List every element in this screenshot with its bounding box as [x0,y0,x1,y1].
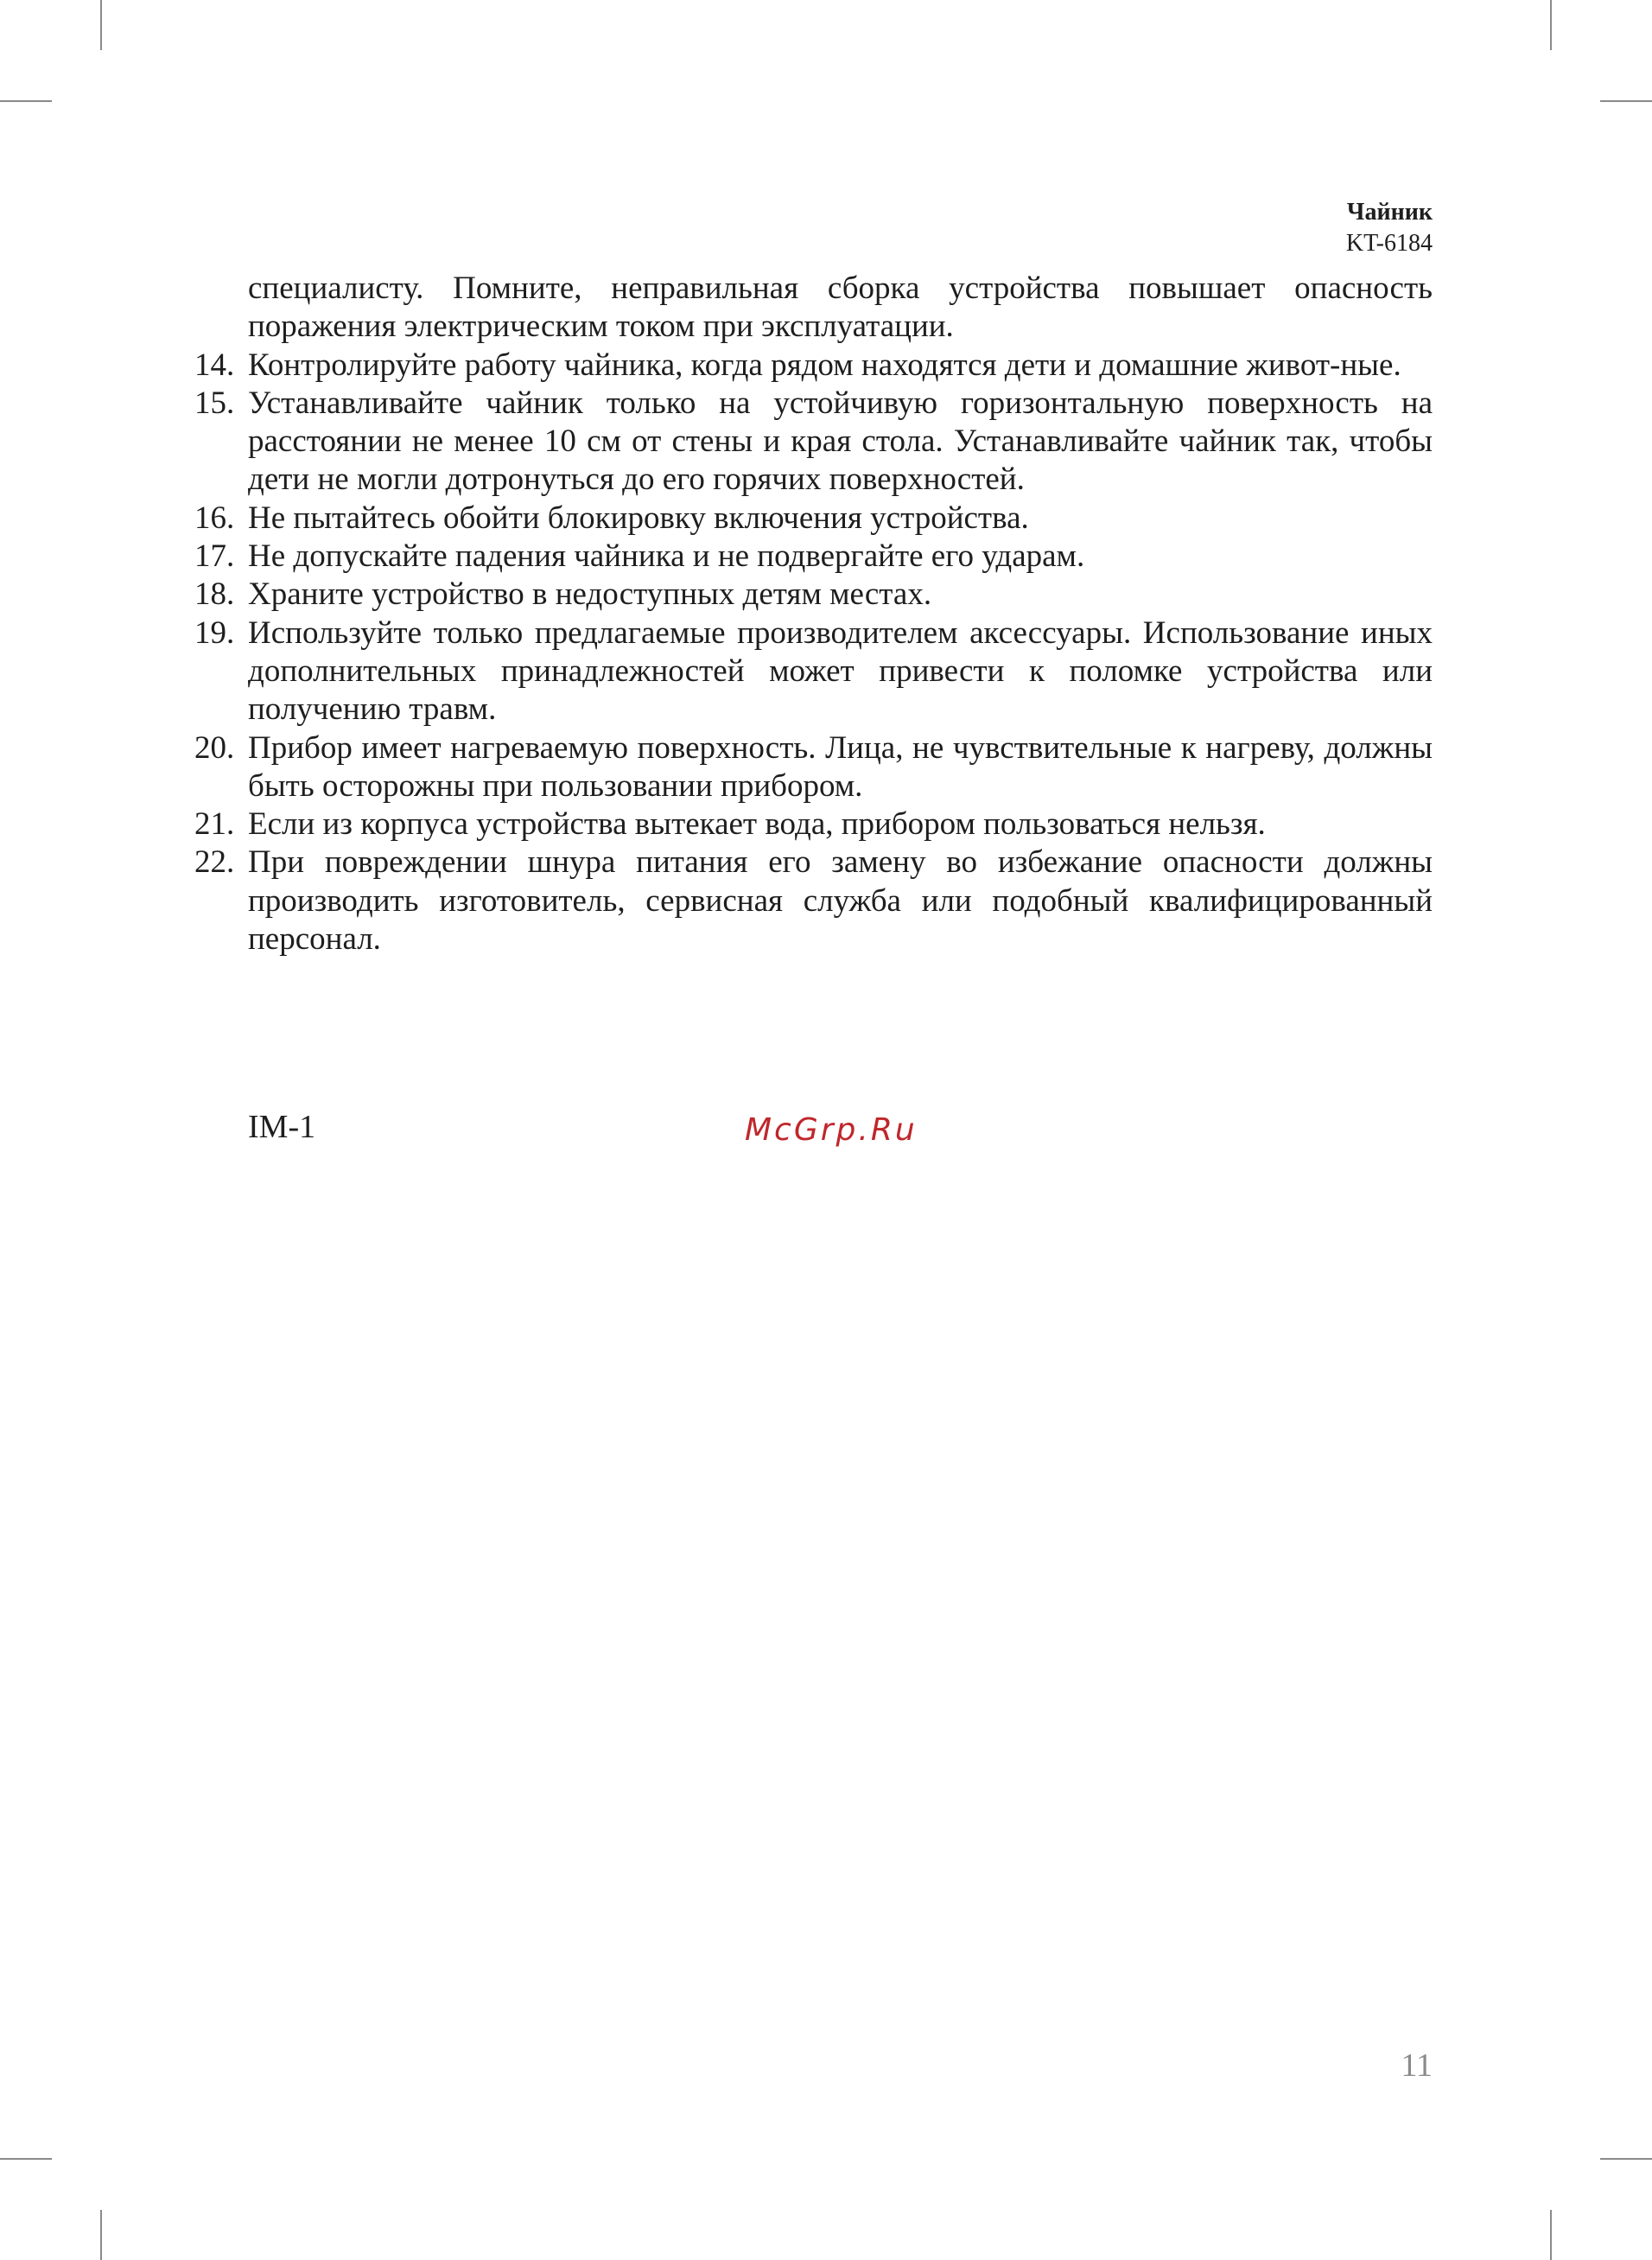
list-item [194,844,1433,958]
list-item-number: 22. [194,844,235,881]
crop-mark-bottom-left-vertical [100,2210,102,2260]
header-title: Чайник [1346,199,1433,226]
list-item-number: 15. [194,385,235,421]
list-item-text: Используйте только предлагаемые производителем аксессуары. Использование иных дополнительных принадлежностей может привести к поломке устройства или получению травм. [248,614,1433,728]
page-number: 11 [1401,2047,1433,2084]
list-item [194,538,1433,576]
crop-mark-top-right-vertical [1550,0,1552,50]
list-item-number: 19. [194,614,235,651]
list-item [194,614,1433,729]
list-item-number: 18. [194,576,235,613]
list-item-text: При повреждении шнура питания его замену во избежание опасности должны производить изготовитель, сервисная служба или подобный квалифицированный персонал. [248,844,1433,958]
crop-mark-bottom-right-vertical [1550,2210,1552,2260]
list-item [194,805,1433,844]
continuation-paragraph: специалисту. Помните, неправильная сборка устройства повышает опасность поражения электрическим током при эксплуатации. [248,271,1433,345]
crop-mark-top-right-horizontal [1600,100,1652,102]
crop-mark-bottom-right-horizontal [1600,2158,1652,2160]
list-item-text: Не пытайтесь обойти блокировку включения устройства. [248,500,1029,536]
crop-mark-bottom-left-horizontal [0,2158,52,2160]
list-item-text: Контролируйте работу чайника, когда рядом находятся дети и домашние живот-ные. [248,347,1401,383]
list-item-text: Прибор имеет нагреваемую поверхность. Лица, не чувствительные к нагреву, должны быть осторожны при пользовании прибором. [248,729,1433,804]
list-item-number: 21. [194,806,235,843]
list-item [194,385,1433,500]
page-header [1346,197,1433,259]
list-item-number: 16. [194,500,235,536]
list-item-number: 17. [194,538,235,575]
instructions-list [194,270,1433,958]
list-item [194,729,1433,806]
list-item-text: Устанавливайте чайник только на устойчивую горизонтальную поверхность на расстоянии не менее 10 см от стены и края стола. Устанавливайте чайник так, чтобы дети не могли дотронуться до его горячих поверхностей. [248,385,1433,498]
list-item [194,347,1433,385]
crop-mark-top-left-vertical [100,0,102,50]
header-model: KT-6184 [1345,230,1433,257]
list-item [194,500,1433,538]
list-item-text: Не допускайте падения чайника и не подвергайте его ударам. [248,538,1085,575]
list-item [194,576,1433,614]
watermark-text: McGrp.Ru [745,1112,918,1148]
document-code: IM-1 [248,1109,316,1145]
list-item-number: 14. [194,347,235,383]
list-item-text: Храните устройство в недоступных детям местах. [248,576,932,613]
list-item-text: Если из корпуса устройства вытекает вода, прибором пользоваться нельзя. [248,806,1266,843]
crop-mark-top-left-horizontal [0,100,52,102]
list-item-number: 20. [194,729,235,766]
